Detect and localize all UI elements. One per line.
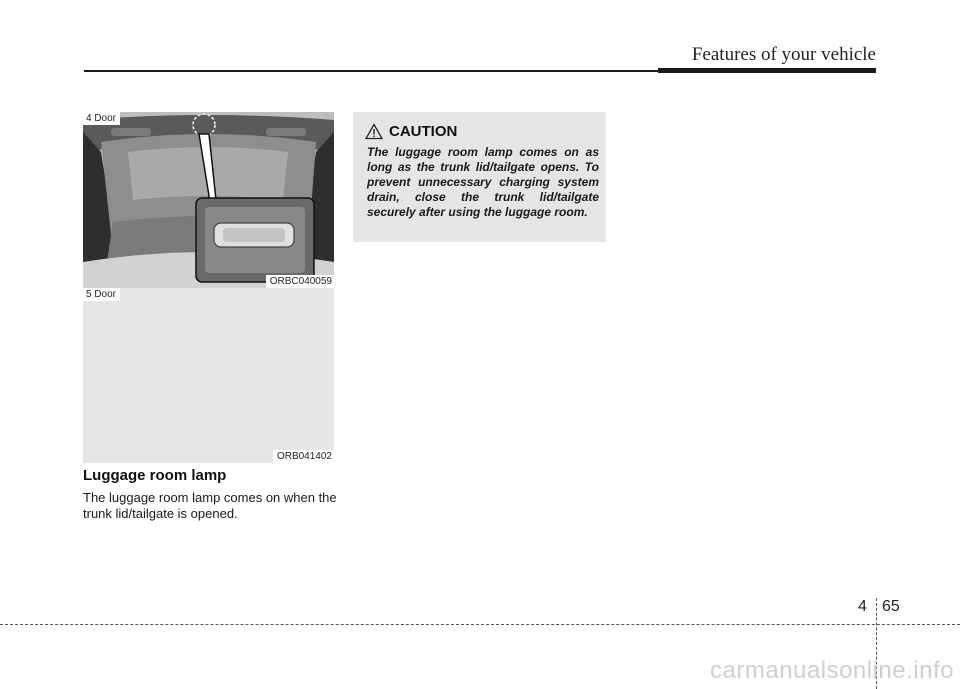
header-title: Features of your vehicle <box>691 44 876 65</box>
header-rule-accent <box>658 68 876 73</box>
trunk-illustration <box>83 112 334 288</box>
watermark: carmanualsonline.info <box>710 657 954 684</box>
figure-label-5-door: 5 Door <box>83 288 120 301</box>
figure-code: ORBC040059 <box>266 275 334 288</box>
caution-title: CAUTION <box>389 122 458 140</box>
section-heading: Luggage room lamp <box>83 467 227 484</box>
chapter-number: 4 <box>858 598 867 615</box>
footer-rule <box>0 624 960 625</box>
page-number: 65 <box>882 598 900 615</box>
warning-triangle-icon <box>365 123 383 140</box>
figure-code: ORB041402 <box>273 450 334 463</box>
figure-5-door <box>83 288 334 463</box>
figure-4-door-trunk <box>83 112 334 288</box>
figure-label-4-door: 4 Door <box>83 112 120 125</box>
caution-text: The luggage room lamp comes on as long as the trunk lid/tailgate opens. To prevent unnecessary charging system drain, close the trunk lid/tailgate securely after using the luggage room. <box>367 145 599 219</box>
section-body: The luggage room lamp comes on when the trunk lid/tailgate is opened. <box>83 490 337 521</box>
caution-box <box>353 112 606 242</box>
caution-header <box>365 121 599 141</box>
